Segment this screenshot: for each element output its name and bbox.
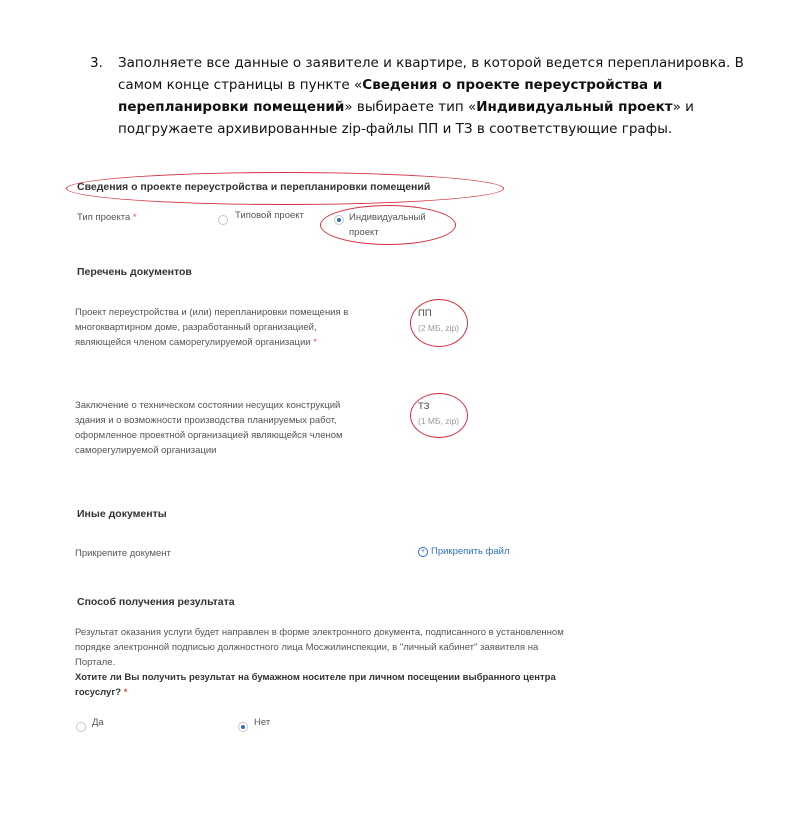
radio-yes[interactable] bbox=[76, 719, 86, 737]
radio-individual-project[interactable] bbox=[334, 212, 344, 230]
file-pp[interactable] bbox=[418, 306, 459, 336]
radio-no[interactable] bbox=[238, 719, 248, 737]
file-pp-name[interactable]: ПП bbox=[418, 308, 432, 319]
radio-circle[interactable] bbox=[76, 722, 86, 732]
instruction-number: 3. bbox=[90, 55, 103, 71]
attach-file-link[interactable]: + Прикрепить файл bbox=[418, 546, 509, 557]
document-pp-description: Проект переустройства и (или) перепланировки помещения в многоквартирном доме, разработанный организацией, являющейся членом саморегулируемой организации * bbox=[75, 307, 349, 348]
file-pp-meta: (2 МБ, zip) bbox=[418, 323, 459, 333]
document-tz-description: Заключение о техническом состоянии несущих конструкций здания и о возможности производства планируемых работ, оформленное проектной организацией являющейся членом саморегулируемой организации bbox=[75, 400, 343, 456]
project-section-title: Сведения о проекте переустройства и перепланировки помещений bbox=[77, 181, 431, 193]
radio-yes-label: Да bbox=[92, 717, 104, 728]
radio-no-label: Нет bbox=[254, 717, 271, 728]
project-type-bold: Индивидуальный проект bbox=[476, 99, 673, 115]
radio-typical-project[interactable] bbox=[218, 212, 228, 230]
paper-result-question: Хотите ли Вы получить результат на бумажном носителе при личном посещении выбранного центра госуслуг? * bbox=[75, 672, 556, 698]
section-name-bold: Сведения о проекте переустройства и перепланировки помещений bbox=[118, 77, 663, 115]
documents-section-title: Перечень документов bbox=[77, 266, 192, 278]
radio-circle-checked[interactable] bbox=[238, 722, 248, 732]
project-type-label: Тип проекта * bbox=[77, 212, 137, 223]
radio-individual-label: Индивидуальный проект bbox=[349, 212, 426, 238]
result-section-title: Способ получения результата bbox=[77, 596, 235, 608]
file-tz-meta: (1 МБ, zip) bbox=[418, 416, 459, 426]
radio-typical-label: Типовой проект bbox=[235, 210, 304, 221]
result-description: Результат оказания услуги будет направлен в форме электронного документа, подписанного в установленном порядке электронной подписью должностного лица Мосжилинспекции, в "личный кабинет" заявителя на Портале. bbox=[75, 627, 564, 668]
file-tz-name[interactable]: ТЗ bbox=[418, 401, 430, 412]
instruction-text: Заполняете все данные о заявителе и квартире, в которой ведется перепланировка. В самом конце страницы в пункте «Сведения о проекте переустройства и перепланировки помещений» выбираете тип «Индивидуальный проект» и подгружаете архивированные zip-файлы ПП и ТЗ в соответствующие графы. bbox=[118, 55, 744, 137]
plus-icon: + bbox=[418, 547, 428, 557]
radio-circle-checked[interactable] bbox=[334, 215, 344, 225]
file-tz[interactable] bbox=[418, 399, 459, 429]
radio-circle[interactable] bbox=[218, 215, 228, 225]
other-documents-title: Иные документы bbox=[77, 508, 167, 520]
attach-document-label: Прикрепите документ bbox=[75, 548, 171, 559]
